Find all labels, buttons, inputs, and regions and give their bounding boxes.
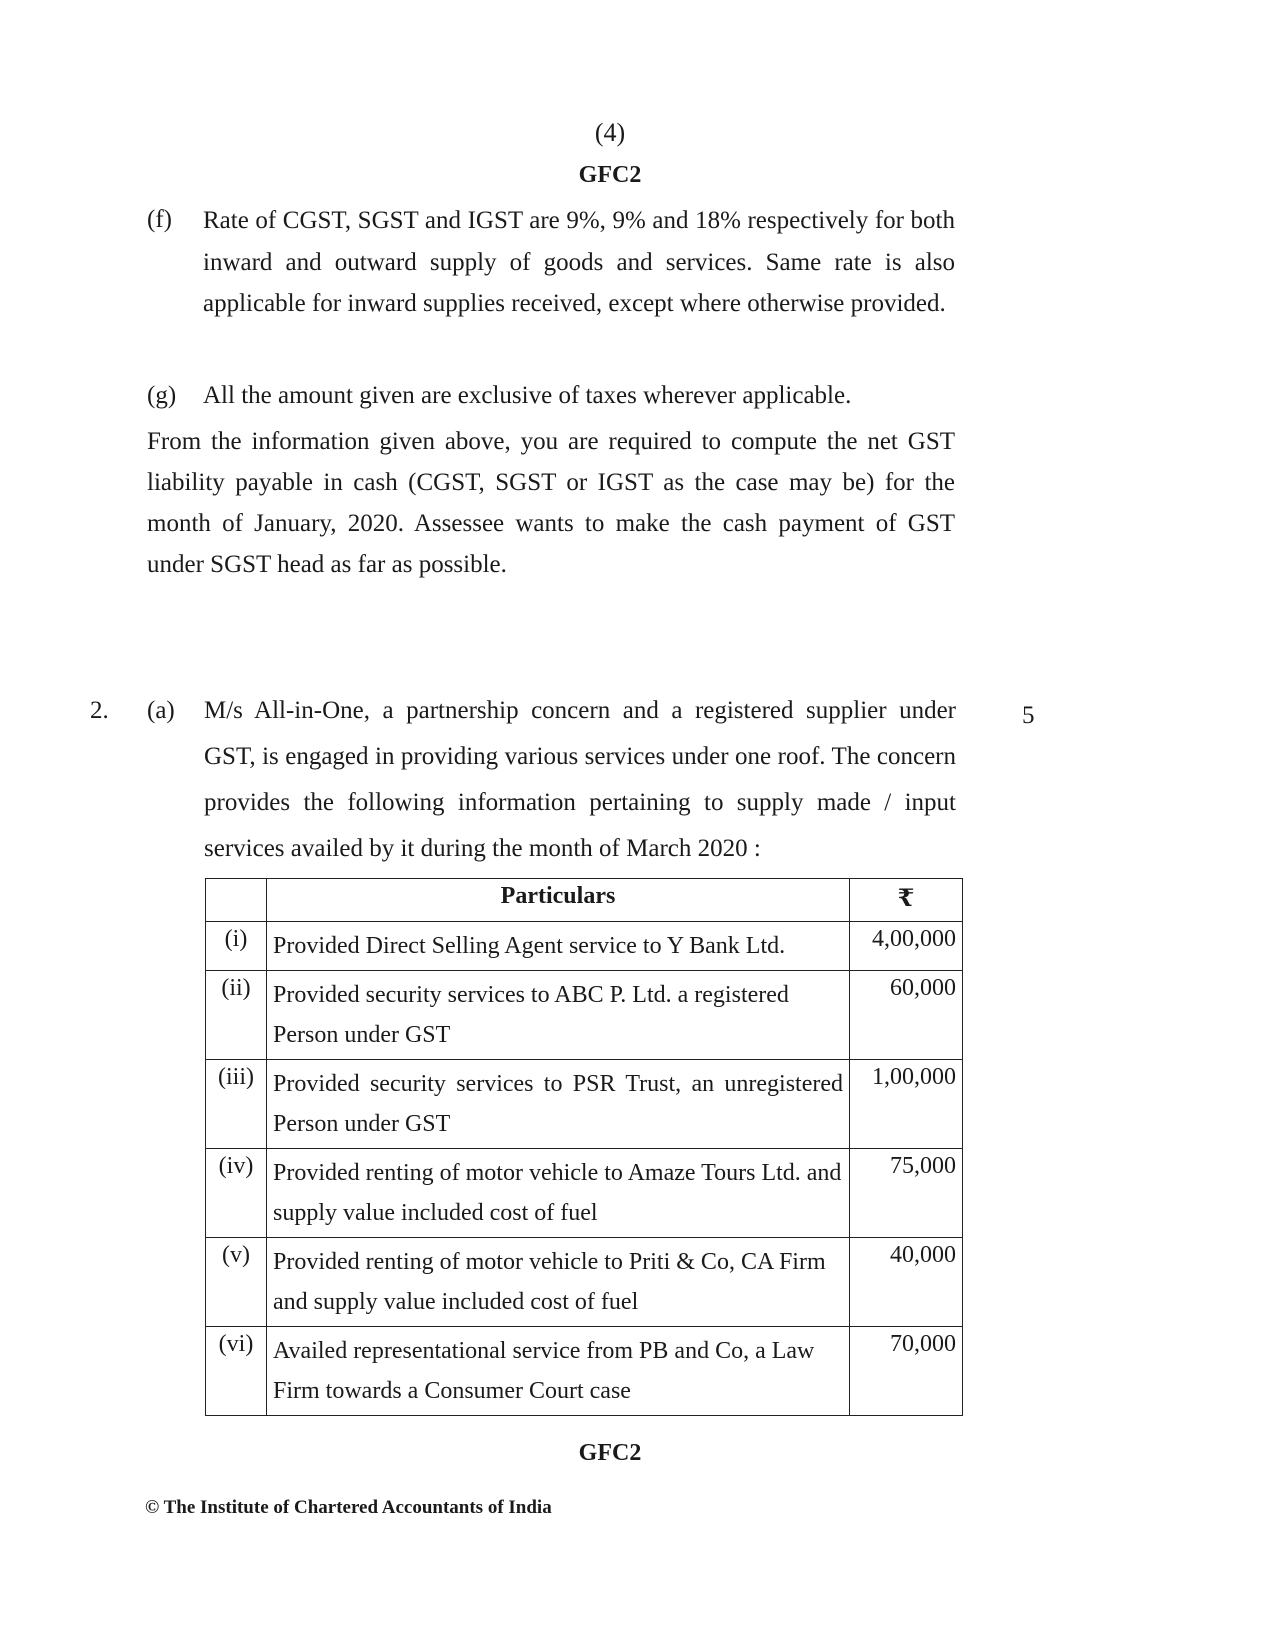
table-row	[206, 1149, 963, 1238]
question-part-label: (a)	[147, 697, 175, 724]
row-particulars: Provided security services to PSR Trust, an unregistered Person under GST	[267, 1060, 850, 1149]
item-g-text: All the amount given are exclusive of taxes wherever applicable.	[203, 382, 852, 409]
table-row	[206, 922, 963, 971]
row-particulars: Provided renting of motor vehicle to Priti & Co, CA Firm and supply value included cost of fuel	[267, 1238, 850, 1327]
question-text: M/s All-in-One, a partnership concern and a registered supplier under GST, is engaged in providing various services under one roof. The concern provides the following information pertaining to supply made / input services availed by it during the month of March 2020 :	[204, 697, 956, 862]
row-particulars: Provided Direct Selling Agent service to Y Bank Ltd.	[267, 922, 850, 971]
paper-code-header: GFC2	[578, 162, 642, 188]
table-row	[206, 1060, 963, 1149]
row-sno: (ii)	[206, 971, 267, 1060]
row-amount: 4,00,000	[850, 922, 963, 971]
table-header-particulars: Particulars	[267, 879, 850, 922]
row-particulars: Availed representational service from PB and Co, a Law Firm towards a Consumer Court case	[267, 1327, 850, 1416]
row-amount: 70,000	[850, 1327, 963, 1416]
question-marks: 5	[1022, 702, 1035, 729]
row-sno: (vi)	[206, 1327, 267, 1416]
row-amount: 75,000	[850, 1149, 963, 1238]
table-row	[206, 1238, 963, 1327]
table-header-amount: ₹	[850, 879, 963, 922]
table-row	[206, 1327, 963, 1416]
row-amount: 60,000	[850, 971, 963, 1060]
paper-code-footer: GFC2	[578, 1440, 642, 1466]
item-g-label: (g)	[147, 382, 177, 409]
row-sno: (iii)	[206, 1060, 267, 1149]
table-header-row	[206, 879, 963, 922]
item-f-label: (f)	[147, 206, 172, 233]
table-header-sno	[206, 879, 267, 922]
instruction-paragraph: From the information given above, you are required to compute the net GST liability payable in cash (CGST, SGST or IGST as the case may be) for the month of January, 2020. Assessee wants to make the cash payment of GST under SGST head as far as possible.	[147, 428, 955, 578]
item-f-text: Rate of CGST, SGST and IGST are 9%, 9% and 18% respectively for both inward and outward supply of goods and services. Same rate is also applicable for inward supplies received, except where otherwise provided.	[203, 207, 955, 317]
row-particulars: Provided renting of motor vehicle to Amaze Tours Ltd. and supply value included cost of fuel	[267, 1149, 850, 1238]
row-sno: (i)	[206, 922, 267, 971]
table-row	[206, 971, 963, 1060]
row-amount: 40,000	[850, 1238, 963, 1327]
row-sno: (iv)	[206, 1149, 267, 1238]
page-number: (4)	[594, 118, 626, 147]
row-particulars: Provided security services to ABC P. Ltd. a registered Person under GST	[267, 971, 850, 1060]
row-sno: (v)	[206, 1238, 267, 1327]
copyright-notice: © The Institute of Chartered Accountants of India	[145, 1497, 552, 1518]
question-number: 2.	[90, 697, 109, 724]
services-table	[205, 878, 963, 1416]
row-amount: 1,00,000	[850, 1060, 963, 1149]
